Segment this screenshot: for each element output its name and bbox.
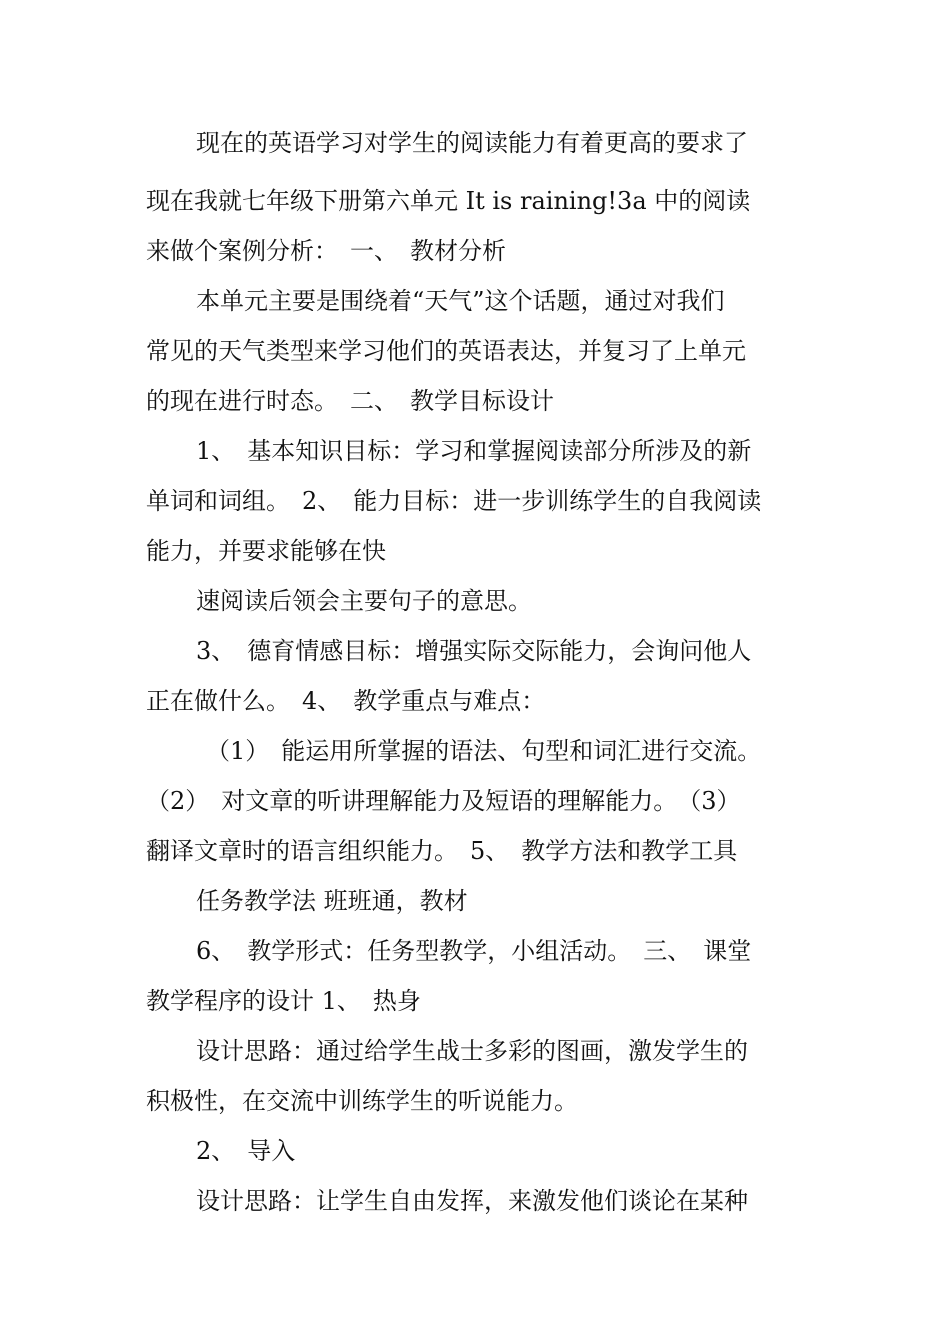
text-line: 6、 教学形式：任务型教学，小组活动。 三、 课堂 bbox=[196, 937, 752, 965]
text-line: 能力，并要求能够在快 bbox=[146, 537, 386, 565]
text-line: （1） 能运用所掌握的语法、句型和词汇进行交流。 bbox=[206, 737, 762, 765]
text-line: 来做个案例分析： 一、 教材分析 bbox=[146, 237, 506, 265]
text-line: 单词和词组。 2、 能力目标：进一步训练学生的自我阅读 bbox=[146, 487, 762, 515]
text-line: 现在我就七年级下册第六单元 It is raining!3a 中的阅读 bbox=[146, 187, 751, 215]
text-line: 2、 导入 bbox=[196, 1137, 296, 1165]
text-line: 1、 基本知识目标：学习和掌握阅读部分所涉及的新 bbox=[196, 437, 752, 465]
text-line: 任务教学法 班班通，教材 bbox=[196, 887, 468, 915]
text-line: 翻译文章时的语言组织能力。 5、 教学方法和教学工具 bbox=[146, 837, 738, 865]
text-line: 现在的英语学习对学生的阅读能力有着更高的要求了 bbox=[196, 129, 748, 157]
text-line: （2） 对文章的听讲理解能力及短语的理解能力。 （3） bbox=[146, 787, 741, 815]
text-line: 设计思路：通过给学生战士多彩的图画，激发学生的 bbox=[196, 1037, 748, 1065]
text-line: 3、 德育情感目标：增强实际交际能力，会询问他人 bbox=[196, 637, 752, 665]
text-line: 的现在进行时态。 二、 教学目标设计 bbox=[146, 387, 554, 415]
text-line: 常见的天气类型来学习他们的英语表达，并复习了上单元 bbox=[146, 337, 746, 365]
text-line: 本单元主要是围绕着“天气”这个话题，通过对我们 bbox=[196, 287, 725, 315]
text-line: 设计思路：让学生自由发挥，来激发他们谈论在某种 bbox=[196, 1187, 748, 1215]
text-line: 教学程序的设计 1、 热身 bbox=[146, 987, 421, 1015]
text-line: 速阅读后领会主要句子的意思。 bbox=[196, 587, 532, 615]
text-line: 正在做什么。 4、 教学重点与难点： bbox=[146, 687, 546, 715]
text-line: 积极性，在交流中训练学生的听说能力。 bbox=[146, 1087, 578, 1115]
